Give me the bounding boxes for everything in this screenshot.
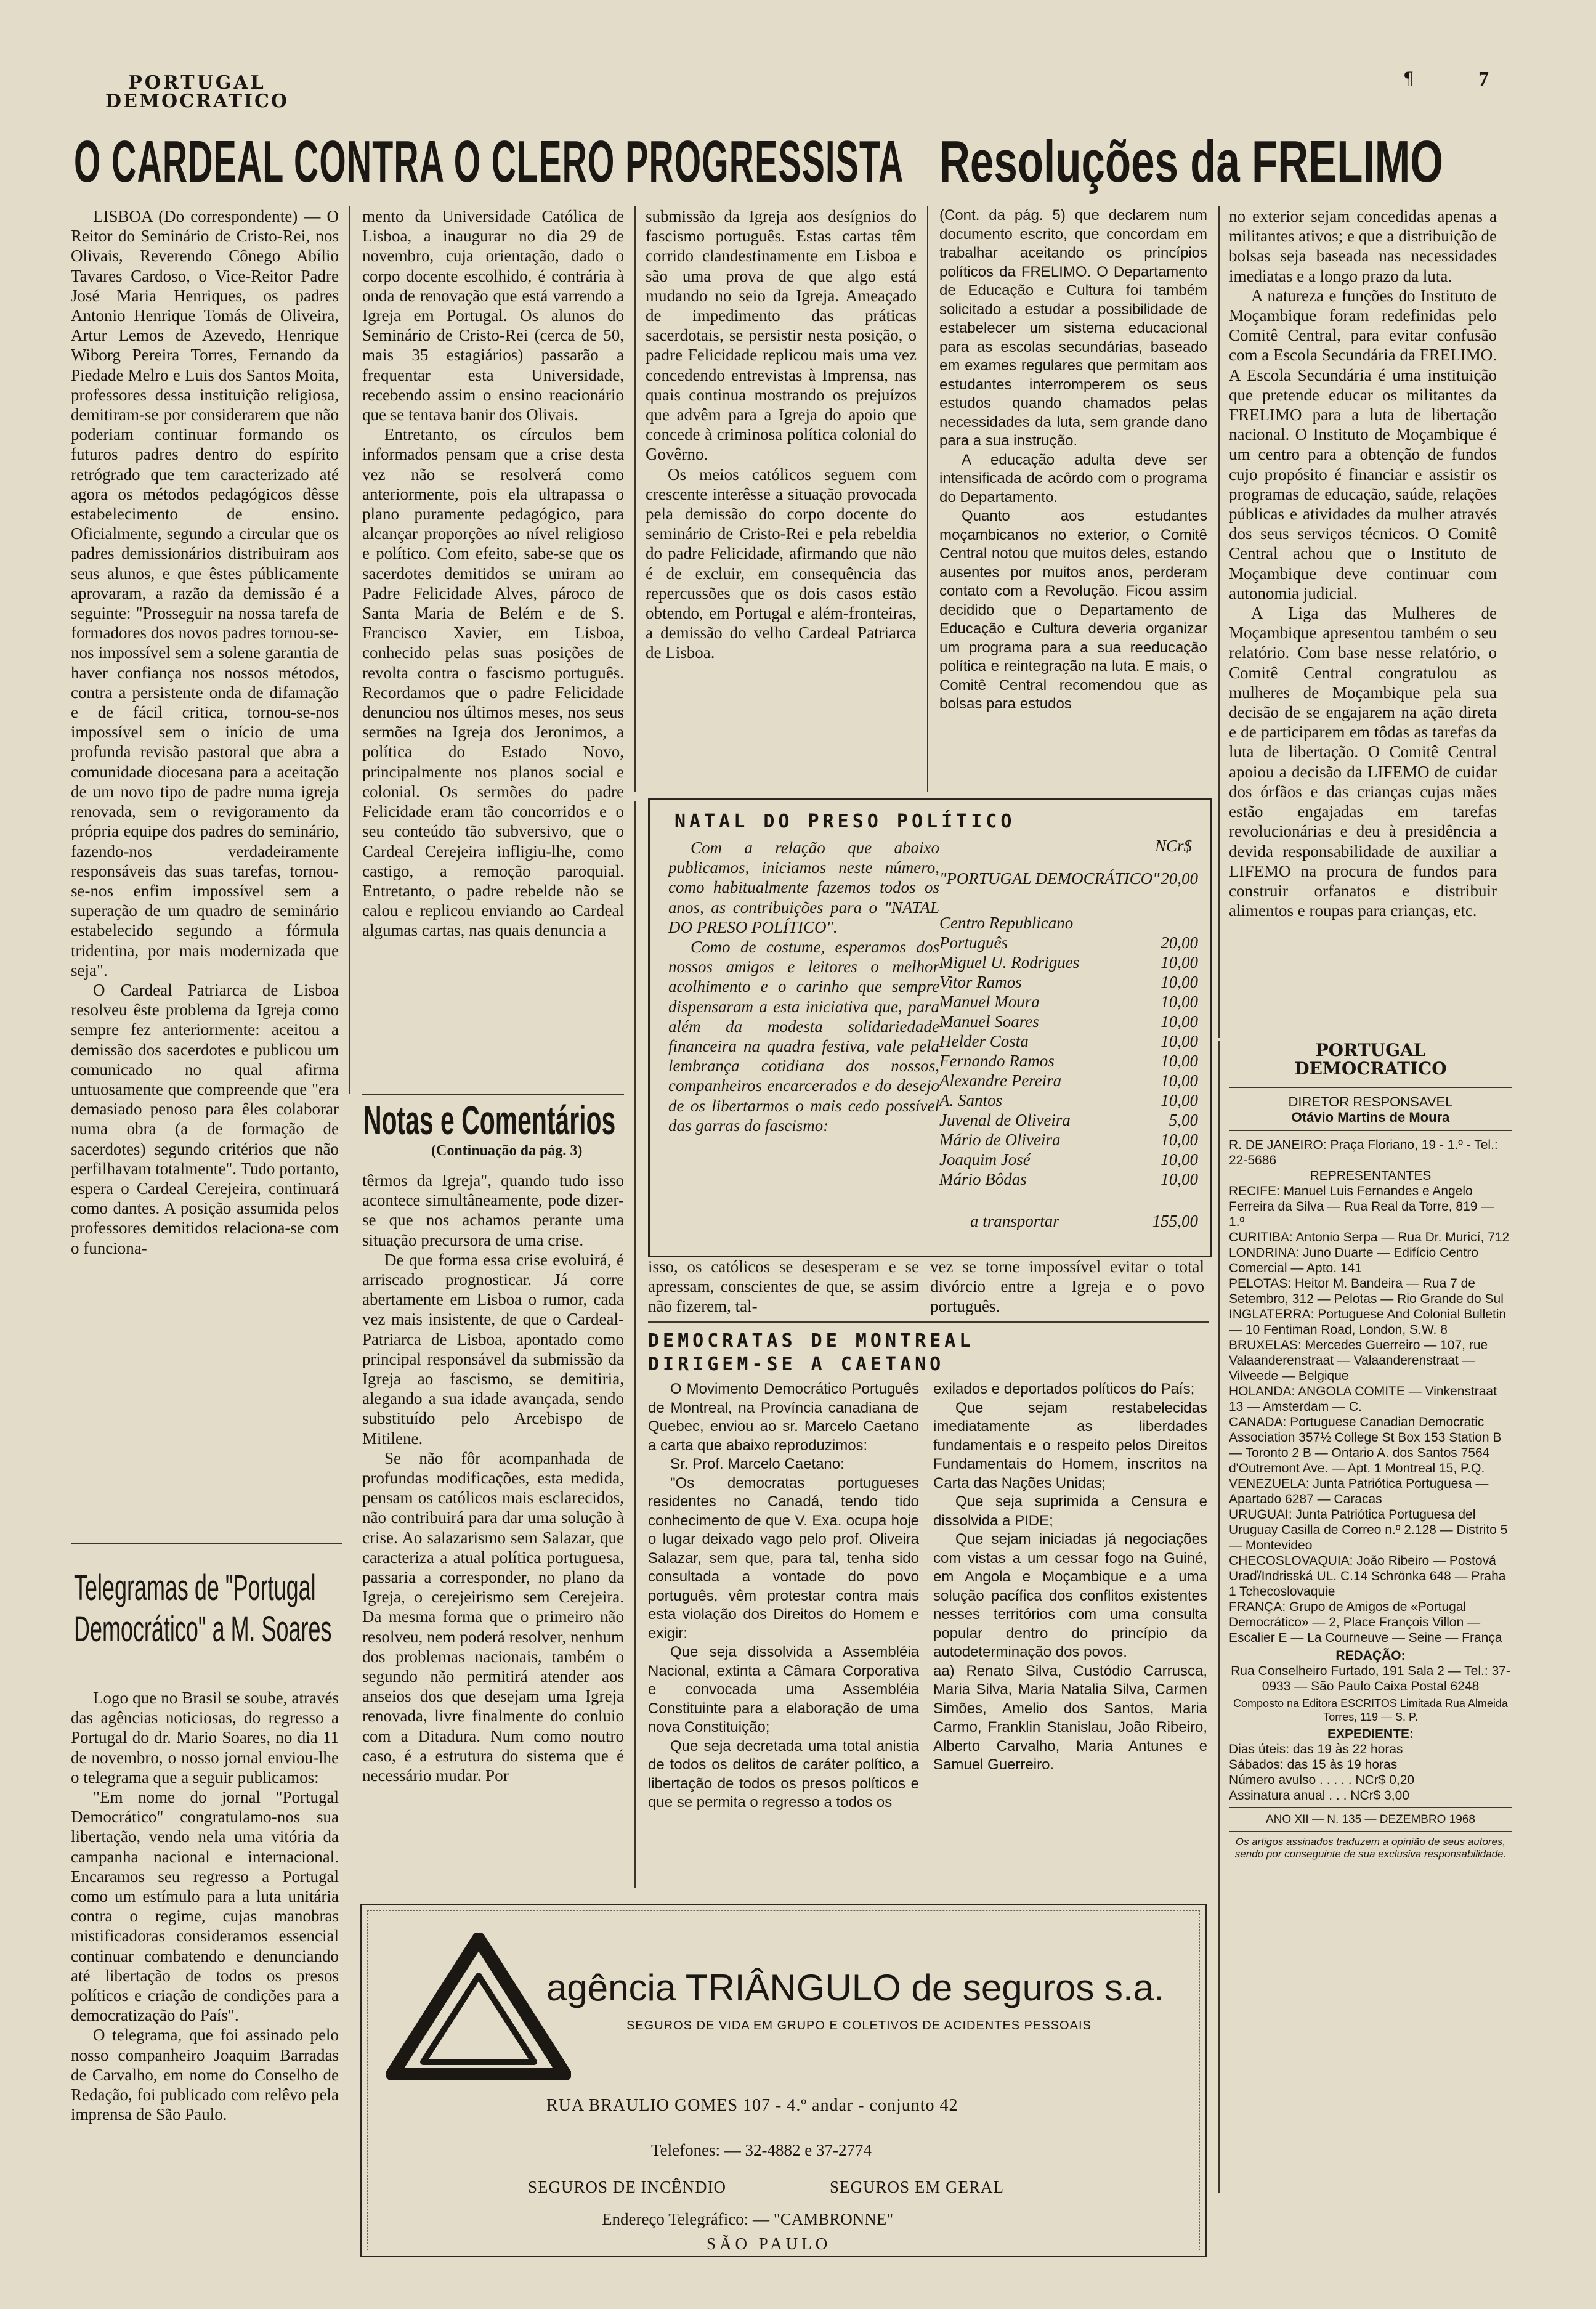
expediente-entry: Dias úteis: das 19 às 22 horas — [1229, 1742, 1403, 1756]
headline-cardeal: O CARDEAL CONTRA O CLERO PROGRESSISTA — [74, 129, 904, 195]
masthead-line1: PORTUGAL — [128, 72, 266, 94]
headline-frelimo: Resoluções da FRELIMO — [939, 129, 1444, 195]
ad-city: SÃO PAULO — [707, 2234, 832, 2253]
natal-title: NATAL DO PRESO POLÍTICO — [674, 811, 1016, 832]
director-label: DIRETOR RESPONSAVEL — [1288, 1094, 1453, 1110]
contributor-name: Mário de Oliveira — [939, 1130, 1061, 1149]
expediente-label: EXPEDIENTE: — [1327, 1727, 1414, 1741]
representative-entry: HOLANDA: ANGOLA COMITE — Vinkenstraat 13 — Amsterdam — C. — [1229, 1384, 1497, 1414]
contributor-name: Mário Bôdas — [939, 1170, 1027, 1188]
contribution-row — [939, 972, 1198, 992]
paragraph: Se não fôr acompanhada de profundas modificações, esta medida, pensam os católicos mais esclarecidos, não contribuirá para dar uma solução à crise. Ao salazarismo sem Salazar, que caracteriza a atual política portuguesa, passaria a corresponder, no plano da Igreja, o cerejeirismo sem Cerejeira. Da mesma forma que o primeiro não resolveu, nem poderá resolver, nenhum dos problemas nacionais, também o segundo não permitirá atender aos anseios dos que desejam uma Igreja renovada, livre finalmente do conluio com a Ditadura. Num como noutro caso, é a estrutura do sistema que é necessário mudar. Por — [362, 1448, 624, 1785]
paragraph: Que sejam restabelecidas imediatamente as liberdades fundamentais e o respeito pelos Direitos Fundamentais do Homem, inscritos na Carta das Nações Unidas; — [933, 1399, 1207, 1491]
natal-currency: NCr$ — [1154, 837, 1192, 855]
paragraph: têrmos da Igreja", quando tudo isso acontece simultâneamente, pode dizer-se que nos achamos perante uma situação precursora de uma crise. — [362, 1171, 624, 1249]
contribution-row — [939, 1150, 1198, 1169]
telegramas-title-line2: Democrático" a M. Soares — [74, 1609, 332, 1649]
contribution-amount: 20,00 — [1161, 869, 1198, 888]
contributor-name: A. Santos — [939, 1091, 1003, 1110]
section-rule — [648, 1321, 1209, 1323]
paragraph: O Cardeal Patriarca de Lisboa resolveu êste problema da Igreja como sempre fez anteriormente: aceitou a demissão dos sacerdotes e publicou um comunicado no qual afirma untuosamente que compreende que "era demasiado penoso para êles colaborar numa obra (a de formação de sacerdotes) segundo critérios que não perfilhavam totalmente". Tudo portanto, espera o Cardeal Cerejeira, continuará como dantes. A posição assumida pelos professores demitidos relaciona-se com o funciona- — [71, 980, 339, 1257]
contribution-amount: 10,00 — [1161, 1012, 1198, 1031]
total-amount: 155,00 — [1152, 1212, 1198, 1230]
representative-entry: CHECOSLOVAQUIA: João Ribeiro — Postová Uraď/Indrisská UL. C.14 Schrönka 648 — Praha 1 Tchecoslovaquie — [1229, 1554, 1506, 1599]
ad-telegraph: Endereço Telegráfico: — "CAMBRONNE" — [602, 2210, 894, 2228]
staff-title-line2: DEMOCRATICO — [1294, 1058, 1447, 1079]
cardeal-col3 — [646, 206, 917, 792]
contributor-name: Fernando Ramos — [939, 1052, 1055, 1070]
telegramas-title — [74, 1568, 331, 1650]
contribution-row — [939, 1130, 1198, 1150]
paragraph: A educação adulta deve ser intensificada de acôrdo com o programa do Departamento. — [939, 451, 1207, 506]
expediente-list — [1229, 1742, 1512, 1803]
column-rule — [1218, 1041, 1220, 2193]
cardeal-col1 — [71, 206, 339, 1519]
representative-entry: CURITIBA: Antonio Serpa — Rua Dr. Muricí, 712 — [1229, 1230, 1510, 1244]
paragraph: A natureza e funções do Instituto de Moçambique foram redefinidas pelo Comitê Central, para evitar confusão com a Escola Secundária da FRELIMO. A Escola Secundária é uma instituição que pretende educar os militantes da FRELIMO para a luta de libertação nacional. O Instituto de Moçambique é um centro para a obtenção de fundos cujo propósito é financiar e assistir os programas de educação, saúde, relações públicas e atividades da mulher através dos seus serviços técnicos. O Comitê Central achou que o Instituto de Moçambique deve continuar com autonomia judicial. — [1229, 286, 1497, 603]
ad-line-geral: SEGUROS EM GERAL — [830, 2178, 1005, 2196]
ad-tagline: SEGUROS DE VIDA EM GRUPO E COLETIVOS DE ACIDENTES PESSOAIS — [626, 2019, 1092, 2032]
paragraph: Os meios católicos seguem com crescente interêsse a situação provocada pela demissão do corpo docente do seminário de Cristo-Rei e pela rebeldia do padre Felicidade, afirmando que não é de excluir, em consequência das repercussões que os dois casos estão obtendo, em Portugal e além-fronteiras, a demissão do velho Cardeal Patriarca de Lisboa. — [646, 465, 917, 662]
contribution-row — [939, 1031, 1198, 1051]
contributor-name: "PORTUGAL DEMOCRÁTICO" — [939, 869, 1160, 888]
contribution-row — [939, 952, 1198, 972]
notas-continuation: (Continuação da pág. 3) — [431, 1143, 583, 1159]
page-mark: ¶ — [1404, 68, 1413, 88]
column-rule — [634, 206, 636, 792]
representative-entry: VENEZUELA: Junta Patriótica Portuguesa — Apartado 6287 — Caracas — [1229, 1477, 1489, 1506]
contribution-amount: 10,00 — [1161, 953, 1198, 972]
contributor-name: Manuel Soares — [939, 1012, 1039, 1031]
masthead-line2: DEMOCRATICO — [105, 91, 290, 112]
representative-entry: BRUXELAS: Mercedes Guerreiro — 107, rue Valaanderenstraat — Valaanderenstraat — Vilveede — Belgique — [1229, 1338, 1488, 1383]
column-rule — [634, 801, 636, 1888]
paragraph: Sr. Prof. Marcelo Caetano: — [670, 1456, 845, 1472]
contributor-name: Alexandre Pereira — [939, 1071, 1062, 1090]
redacao-address: Rua Conselheiro Furtado, 191 Sala 2 — Tel.: 37-0933 — São Paulo Caixa Postal 6248 — [1231, 1664, 1510, 1694]
natal-contributions — [939, 869, 1198, 1231]
contribution-amount: 10,00 — [1161, 1091, 1198, 1110]
paragraph: aa) Renato Silva, Custódio Carrusca, Maria Silva, Maria Natalia Silva, Carmen Simões, Amelio dos Santos, Maria Carmo, Franklin Stanislau, João Ribeiro, Alberto Carvalho, Maria Antunes e Samuel Guerreiro. — [933, 1662, 1207, 1773]
representative-entry: URUGUAI: Junta Patriótica Portuguesa del Uruguay Casilla de Correo n.º 2.128 — Distrito 5 — Montevideo — [1229, 1508, 1508, 1552]
paragraph: LISBOA (Do correspondente) — O Reitor do Seminário de Cristo-Rei, nos Olivais, Reverendo Cônego Abílio Tavares Cardoso, o Vice-Reitor Padre José Maria Henriques, os padres Antonio Henrique Tomás de Oliveira, Artur Lemos de Azevedo, Henrique Wiborg Pereira Torres, Fernando da Piedade Melro e Luis dos Santos Moita, professores dessa instituição religiosa, demitiram-se por considerarem que não poderiam continuar formando os futuros padres dentro do espírito retrógrado que tem caracterizado até agora os métodos pedagógicos dêsse estabelecimento de ensino. Oficialmente, segundo a circular que os padres demissionários distribuiram aos seus alunos, e que êstes públicamente aprovaram, a razão da demissão é a seguinte: "Prosseguir na nossa tarefa de formadores dos novos padres tornou-se-nos impossível sem a solene garantia de haver confiança nos nossos métodos, contra a persistente onda de difamação e de fácil critica, tornou-se-nos impossível sem o início de uma profunda revisão pastoral que abra a comunidade diocesana para a aceitação de um novo tipo de padre numa igreja renovada, sem o revigoramento da própria equipe dos padres do seminário, fazendo-nos verdadeiramente responsáveis das suas tarefas, tornou-se-nos enfim impossível sem a superação de um quadro de seminário estabelecido segundo a fórmula tridentina, por mais modernizada que seja". — [71, 207, 339, 980]
column-rule — [1218, 206, 1220, 1038]
montreal-title: DEMOCRATAS DE MONTREAL DIRIGEM-SE A CAETANO — [648, 1330, 974, 1375]
contribution-amount: 10,00 — [1161, 973, 1198, 991]
paragraph: O Movimento Democrático Português de Montreal, na Província canadiana de Quebec, enviou ao sr. Marcelo Caetano a carta que abaixo reproduzimos: — [648, 1381, 919, 1454]
contribution-amount: 20,00 — [1161, 933, 1198, 952]
contribution-row — [939, 1051, 1198, 1071]
contribution-row — [939, 913, 1198, 952]
contributor-name: Centro Republicano Português — [939, 914, 1074, 952]
paragraph: Entretanto, os círculos bem informados pensam que a crise desta vez não se resolverá como anteriormente, pois ela ultrapassa o plano puramente pedagógico, para alcançar proporções ao nível religioso e político. Com efeito, sabe-se que os sacerdotes demitidos se uniram ao Padre Felicidade Alves, pároco de Santa Maria de Belém e de S. Francisco Xavier, em Lisboa, conhecido pelas suas posições de revolta contra o fascismo português. Recordamos que o padre Felicidade denunciou nos últimos meses, nos seus sermões na Igreja dos Jeronimos, a política do Estado Novo, principalmente nos planos social e colonial. Os sermões do padre Felicidade eram tão concorridos e o seu conteúdo tão subversivo, que o Cardeal Cerejeira infligiu-lhe, como castigo, a remoção paroquial. Entretanto, o padre rebelde não se calou e replicou enviando ao Cardeal algumas cartas, nas quais denuncia a — [362, 425, 624, 940]
contribution-row — [939, 1012, 1198, 1031]
paragraph: A Liga das Mulheres de Moçambique apresentou também o seu relatório. Com base nesse relatório, o Comitê Central congratulou as mulheres de Moçambique pela sua decisão de se engajarem na ação direta e de participarem em tôdas as tarefas da luta de libertação. O Comitê Central apoiou a decisão da LIFEMO de cuidar dos órfãos e das crianças cujas mães estão engajadas em tarefas revolucionárias e deu à presidência a devida responsabilidade de auxiliar a LIFEMO na procura de fundos para construir orfanatos e distribuir alimentos e roupas para crianças, etc. — [1229, 604, 1497, 920]
contribution-amount: 10,00 — [1161, 1150, 1198, 1169]
paragraph: (Cont. da pág. 5) que declarem num documento escrito, que concordam em trabalhar aceitando os princípios políticos da FRELIMO. O Departamento de Educação e Cultura foi também solicitado a estudar a possibilidade de estabelecer um sistema educacional para as escolas secundárias, baseado em exames regulares que permitam aos estudantes interromperem os seus estudos quando chamados pelas necessidades da luta, sem grande dano para a sua instrução. — [939, 207, 1207, 449]
representative-entry: PELOTAS: Heitor M. Bandeira — Rua 7 de Setembro, 312 — Pelotas — Rio Grande do Sul — [1229, 1276, 1504, 1306]
staff-address: R. DE JANEIRO: Praça Floriano, 19 - 1.º - Tel.: 22-5686 — [1229, 1138, 1498, 1167]
expediente-entry: Número avulso . . . . . NCr$ 0,20 — [1229, 1773, 1415, 1787]
contributor-name: Miguel U. Rodrigues — [939, 953, 1080, 972]
paragraph: Com a relação que abaixo publicamos, iniciamos neste número, como habitualmente fazemos todos os anos, as contribuições para o "NATAL DO PRESO POLÍTICO". — [668, 838, 939, 936]
expediente-entry: Assinatura anual . . . NCr$ 3,00 — [1229, 1788, 1409, 1803]
section-rule — [71, 1543, 342, 1544]
ad-company-name: agência TRIÂNGULO de seguros s.a. — [546, 1967, 1164, 2008]
representatives-list — [1229, 1183, 1512, 1646]
contribution-amount: 5,00 — [1169, 1111, 1198, 1129]
paragraph: Que seja decretada uma total anistia de todos os delitos de caráter político, a libertação de todos os presos políticos e que se permita o regresso a todos os — [648, 1737, 919, 1811]
paragraph: "Em nome do jornal "Portugal Democrático" congratulamo-nos sua libertação, vendo nela uma vitória da campanha nacional e internacional. Encaramos seu regresso a Portugal como um estímulo para a luta unitária contra o regime, cujas manobras mistificadoras consideramos essencial continuar combatendo e denunciando até libertação de todos os presos políticos e criação de condições para a democratização do País". — [71, 1788, 339, 2025]
section-rule — [362, 1094, 624, 1095]
notas-col1 — [362, 1171, 624, 1894]
paragraph: De que forma essa crise evoluirá, é arriscado prognosticar. Já corre abertamente em Lisboa o rumor, cada vez mais insistente, de que o Cardeal-Patriarca de Lisboa, apontado como principal responsável da submissão da Igreja ao fascismo, se demitiria, alegando a sua idade avançada, sendo substituído pelo Arcebispo de Mitilene. — [362, 1250, 624, 1448]
representative-entry: INGLATERRA: Portuguese And Colonial Bulletin — 10 Fentiman Road, London, S.W. 8 — [1229, 1307, 1507, 1337]
notas-col2: isso, os católicos se desesperam e se apressam, conscientes de que, se assim não fizerem, tal- — [648, 1257, 919, 1316]
staff-title — [1229, 1041, 1512, 1078]
ad-phones: Telefones: — 32-4882 e 37-2774 — [651, 2141, 872, 2159]
contribution-amount: 10,00 — [1161, 1170, 1198, 1188]
insurance-ad — [360, 1904, 1207, 2257]
paragraph: Como de costume, esperamos dos nossos amigos e leitores o melhor acolhimento e o carinho que sempre dispensaram a esta iniciativa que, para além da modesta solidariedade financeira na quadra festiva, vale pela lembrança cotidiana dos nossos, companheiros encarcerados e do desejo de os libertarmos o mais cedo possível das garras do fascismo: — [668, 938, 939, 1135]
contribution-row — [939, 1169, 1198, 1189]
contribution-amount: 10,00 — [1161, 1032, 1198, 1050]
montreal-col2 — [933, 1380, 1207, 1897]
contributor-name: Helder Costa — [939, 1032, 1029, 1050]
total-label: a transportar — [970, 1212, 1059, 1230]
contribution-amount: 10,00 — [1161, 1071, 1198, 1090]
paragraph: submissão da Igreja aos desígnios do fascismo português. Estas cartas têm corrido clandestinamente em Lisboa e são uma prova de que algo está mudando no seio da Igreja. Ameaçado de impedimento das práticas sacerdotais, se persistir nesta posição, o padre Felicidade replicou mais uma vez concedendo entrevistas à Imprensa, nas quais continua mostrando os prejuízos que advêm para a Igreja do apoio que concede à criminosa política colonial do Govêrno. — [646, 207, 917, 464]
paragraph: mento da Universidade Católica de Lisboa, a inaugurar no dia 29 de novembro, cuja orientação, dado o corpo docente escolhido, é contrária à onda de renovação que está varrendo a Igreja em Portugal. Os alunos do Seminário de Cristo-Rei (cerca de 50, mais 35 estagiários) passarão a frequentar esta Universidade, recebendo assim o ensino reacionário que se tentava banir dos Olivais. — [362, 207, 624, 424]
paragraph: Logo que no Brasil se soube, através das agências noticiosas, do regresso a Portugal do dr. Mario Soares, no dia 11 de novembro, o nosso jornal enviou-lhe o telegrama que a seguir publicamos: — [71, 1689, 339, 1787]
paragraph: no exterior sejam concedidas apenas a militantes ativos; e que a distribuição de bolsas seja baseada nas necessidades imediatas e a longo prazo da luta. — [1229, 207, 1497, 285]
contribution-row — [939, 1071, 1198, 1090]
representative-entry: CANADA: Portuguese Canadian Democratic Association 357½ College St Box 153 Station B — Toronto 2 B — Ontario A. dos Santos 7564 d'Outremont Ave. — Apt. 1 Montreal 15, P.Q. — [1229, 1415, 1502, 1475]
contribution-row — [939, 869, 1198, 888]
contribution-total-row — [939, 1211, 1198, 1231]
expediente-entry: Sábados: das 15 às 19 horas — [1229, 1758, 1398, 1772]
cardeal-col2 — [362, 206, 624, 1087]
staff-title-line1: PORTUGAL — [1315, 1041, 1426, 1060]
ad-address: RUA BRAULIO GOMES 107 - 4.º andar - conjunto 42 — [546, 2096, 958, 2115]
montreal-col1 — [648, 1380, 919, 1897]
paragraph: Quanto aos estudantes moçambicanos no exterior, o Comitê Central notou que muitos deles, estando ausentes por muitos anos, perderam contato com a Revolução. Ficou assim decidido que o Departamento de Educação e Cultura deveria organizar um programa para a sua reeducação política e reintegração na luta. E mais, o Comitê Central recomendou que as bolsas para estudos — [939, 508, 1207, 712]
natal-text — [668, 838, 939, 1244]
contributor-name: Joaquim José — [939, 1150, 1031, 1169]
telegramas-title-line1: Telegramas de "Portugal — [74, 1568, 316, 1608]
representative-entry: LONDRINA: Juno Duarte — Edifício Centro Comercial — Apto. 141 — [1229, 1246, 1478, 1275]
staff-box — [1229, 1041, 1512, 2230]
page-number: 7 — [1478, 68, 1489, 91]
redacao-label: REDAÇÃO: — [1335, 1649, 1406, 1663]
disclaimer: Os artigos assinados traduzem a opinião de seus autores, sendo por conseguinte de sua exclusiva responsabilidade. — [1234, 1836, 1507, 1860]
paragraph: O telegrama, que foi assinado pelo nosso companheiro Joaquim Barradas de Carvalho, em nome do Conselho de Redação, foi publicado com relêvo pela imprensa de São Paulo. — [71, 2026, 339, 2124]
representative-entry: FRANÇA: Grupo de Amigos de «Portugal Democrático» — 2, Place François Villon — Escalier E — La Courneuve — Seine — França — [1229, 1600, 1502, 1645]
masthead — [92, 74, 302, 111]
notas-col3: vez se torne impossível evitar o total divórcio entre a Igreja e o povo português. — [930, 1257, 1204, 1316]
paragraph: Que seja suprimida a Censura e dissolvida a PIDE; — [933, 1493, 1207, 1529]
natal-box — [648, 798, 1212, 1257]
issue-line: ANO XII — N. 135 — DEZEMBRO 1968 — [1266, 1813, 1475, 1826]
contributor-name: Vitor Ramos — [939, 973, 1022, 991]
telegramas-text — [71, 1688, 339, 2298]
contributor-name: Manuel Moura — [939, 992, 1040, 1011]
representatives-label: REPRESENTANTES — [1310, 1169, 1432, 1183]
contribution-amount: 10,00 — [1161, 1052, 1198, 1070]
contribution-row — [939, 1090, 1198, 1110]
contribution-row — [939, 992, 1198, 1012]
paragraph: Que seja dissolvida a Assembléia Nacional, extinta a Câmara Corporativa e convocada uma Assembléia Constituinte para a elaboração de uma nova Constituição; — [648, 1644, 919, 1735]
representative-entry: RECIFE: Manuel Luis Fernandes e Angelo Ferreira da Silva — Rua Real da Torre, 819 — 1.º — [1229, 1184, 1494, 1229]
paragraph: exilados e deportados políticos do País; — [933, 1381, 1195, 1397]
column-rule — [927, 206, 928, 792]
paragraph: Que sejam iniciadas já negociações com vistas a um cessar fogo na Guiné, em Angola e Moçambique e a uma solução pacífica dos conflitos existentes nesses territórios com uma consulta popular dentro do princípio da autodeterminação dos povos. — [933, 1531, 1207, 1660]
contributor-name: Juvenal de Oliveira — [939, 1111, 1071, 1129]
column-rule — [349, 206, 350, 1094]
contribution-row — [939, 1110, 1198, 1130]
composto-note: Composto na Editora ESCRITOS Limitada Rua Almeida Torres, 119 — S. P. — [1233, 1697, 1508, 1723]
notas-title: Notas e Comentários — [363, 1097, 616, 1143]
director-name: Otávio Martins de Moura — [1291, 1110, 1450, 1125]
frelimo-col1 — [939, 206, 1207, 792]
contribution-amount: 10,00 — [1161, 992, 1198, 1011]
contribution-amount: 10,00 — [1161, 1130, 1198, 1149]
frelimo-col2 — [1229, 206, 1497, 1035]
ad-line-incendio: SEGUROS DE INCÊNDIO — [528, 2178, 726, 2196]
paragraph: "Os democratas portugueses residentes no Canadá, tendo tido conhecimento de que V. Exa. ocupa hoje o lugar deixado vago pelo prof. Oliveira Salazar, sem que, para tal, tenha sido consultada a vontade do povo português, vêm protestar contra mais esta violação dos Direitos do Homem e exigir: — [648, 1474, 919, 1642]
triangle-logo-icon — [386, 1933, 571, 2080]
